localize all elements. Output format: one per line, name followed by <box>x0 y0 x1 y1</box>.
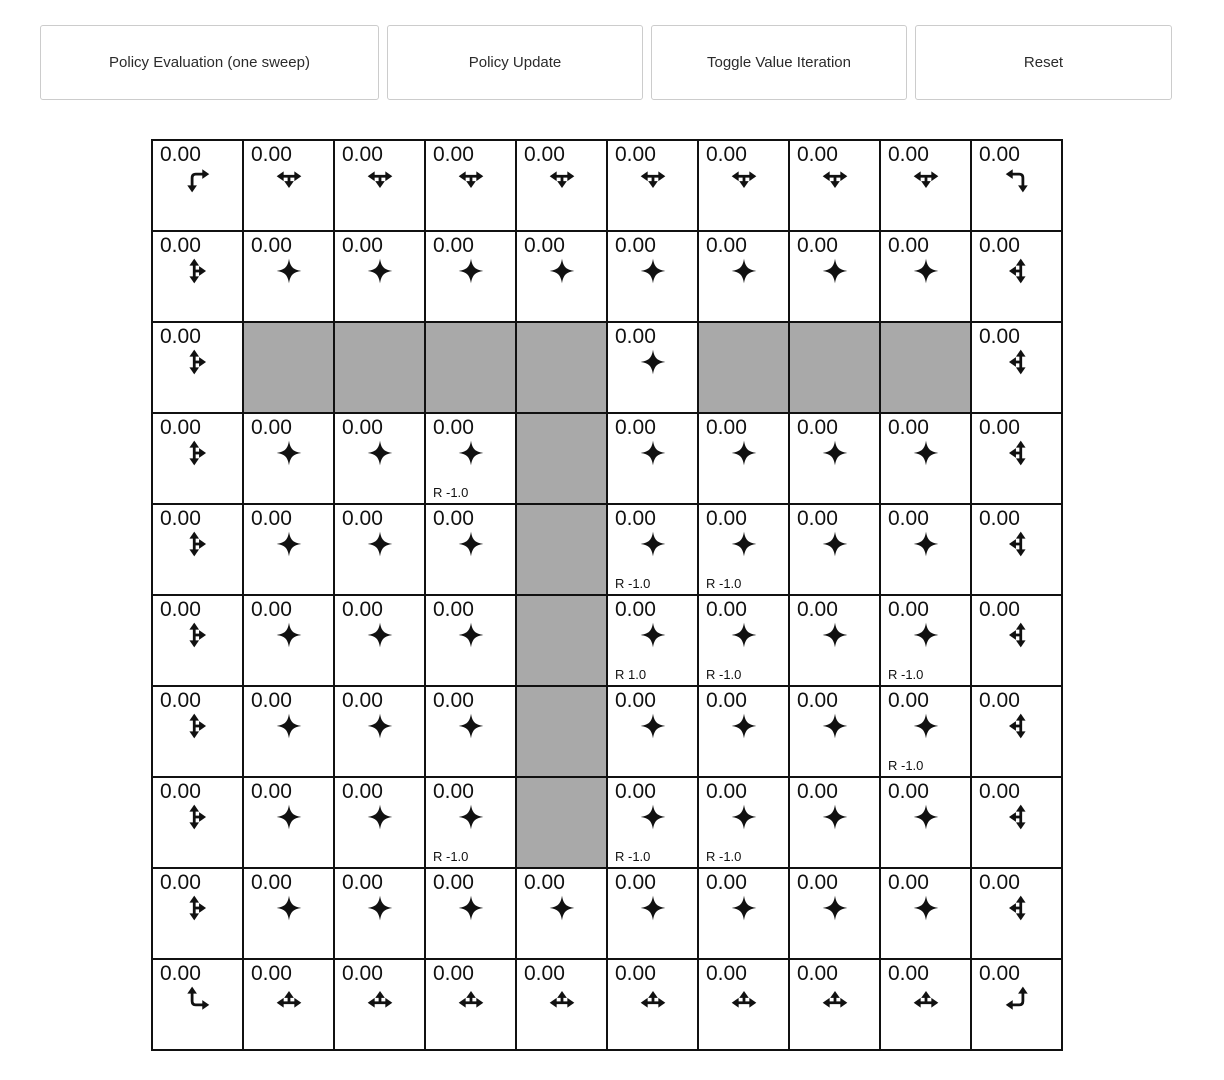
grid-cell-r0c2[interactable] <box>334 140 425 231</box>
state-value: 0.00 <box>433 689 474 712</box>
wall-cell-r2c2 <box>334 322 425 413</box>
policy-arrow-udlr-icon <box>365 893 395 928</box>
policy-arrow-udl-icon <box>1002 893 1032 928</box>
state-value: 0.00 <box>615 598 656 621</box>
state-value: 0.00 <box>615 416 656 439</box>
policy-arrow-udlr-icon <box>365 620 395 655</box>
policy-arrow-udlr-icon <box>274 438 304 473</box>
state-value: 0.00 <box>524 962 565 985</box>
policy-arrow-ulr-icon <box>274 984 304 1019</box>
state-value: 0.00 <box>433 780 474 803</box>
state-value: 0.00 <box>342 234 383 257</box>
grid-cell-r1c1[interactable] <box>243 231 334 322</box>
grid-cell-r3c7[interactable] <box>789 413 880 504</box>
state-value: 0.00 <box>251 234 292 257</box>
state-value: 0.00 <box>160 598 201 621</box>
reward-label: R -1.0 <box>615 576 651 591</box>
state-value: 0.00 <box>888 689 929 712</box>
policy-arrow-udr-icon <box>183 620 213 655</box>
policy-arrow-udlr-icon <box>456 802 486 837</box>
grid-cell-r7c0[interactable] <box>152 777 243 868</box>
policy-arrow-dlr-icon <box>911 165 941 200</box>
state-value: 0.00 <box>251 962 292 985</box>
state-value: 0.00 <box>797 871 838 894</box>
state-value: 0.00 <box>251 598 292 621</box>
policy-arrow-udlr-icon <box>456 256 486 291</box>
grid-cell-r8c1[interactable] <box>243 868 334 959</box>
policy-arrow-udlr-icon <box>274 711 304 746</box>
policy-update-button[interactable]: Policy Update <box>387 25 643 100</box>
grid-cell-r0c3[interactable] <box>425 140 516 231</box>
grid-cell-r2c5[interactable] <box>607 322 698 413</box>
policy-arrow-udr-icon <box>183 347 213 382</box>
grid-cell-r0c0[interactable] <box>152 140 243 231</box>
policy-arrow-udlr-icon <box>911 438 941 473</box>
wall-cell-r5c4 <box>516 595 607 686</box>
state-value: 0.00 <box>251 689 292 712</box>
policy-arrow-udlr-icon <box>365 529 395 564</box>
grid-cell-r3c5[interactable] <box>607 413 698 504</box>
grid-cell-r8c0[interactable] <box>152 868 243 959</box>
state-value: 0.00 <box>888 416 929 439</box>
policy-arrow-udlr-icon <box>729 620 759 655</box>
state-value: 0.00 <box>615 507 656 530</box>
policy-arrow-udlr-icon <box>274 802 304 837</box>
state-value: 0.00 <box>160 689 201 712</box>
policy-arrow-udlr-icon <box>729 529 759 564</box>
state-value: 0.00 <box>342 962 383 985</box>
grid-cell-r9c7[interactable] <box>789 959 880 1050</box>
state-value: 0.00 <box>797 507 838 530</box>
grid-cell-r1c5[interactable] <box>607 231 698 322</box>
policy-arrow-dlr-icon <box>729 165 759 200</box>
grid-cell-r3c8[interactable] <box>880 413 971 504</box>
state-value: 0.00 <box>888 598 929 621</box>
state-value: 0.00 <box>979 871 1020 894</box>
state-value: 0.00 <box>524 871 565 894</box>
policy-arrow-udlr-icon <box>547 893 577 928</box>
grid-cell-r4c3[interactable] <box>425 504 516 595</box>
grid-cell-r8c3[interactable] <box>425 868 516 959</box>
grid-cell-r9c4[interactable] <box>516 959 607 1050</box>
state-value: 0.00 <box>797 234 838 257</box>
policy-arrow-udlr-icon <box>911 802 941 837</box>
policy-arrow-udlr-icon <box>638 256 668 291</box>
state-value: 0.00 <box>160 780 201 803</box>
policy-arrow-dlr-icon <box>820 165 850 200</box>
grid-cell-r8c9[interactable] <box>971 868 1062 959</box>
policy-arrow-ulr-icon <box>638 984 668 1019</box>
grid-cell-r9c9[interactable] <box>971 959 1062 1050</box>
policy-arrow-udlr-icon <box>729 711 759 746</box>
state-value: 0.00 <box>615 780 656 803</box>
state-value: 0.00 <box>979 143 1020 166</box>
grid-cell-r5c8[interactable] <box>880 595 971 686</box>
state-value: 0.00 <box>979 962 1020 985</box>
grid-cell-r9c2[interactable] <box>334 959 425 1050</box>
policy-arrow-udlr-icon <box>638 711 668 746</box>
state-value: 0.00 <box>342 871 383 894</box>
wall-cell-r2c3 <box>425 322 516 413</box>
grid-cell-r2c0[interactable] <box>152 322 243 413</box>
grid-cell-r8c6[interactable] <box>698 868 789 959</box>
policy-arrow-udr-icon <box>183 529 213 564</box>
grid-cell-r8c2[interactable] <box>334 868 425 959</box>
state-value: 0.00 <box>342 416 383 439</box>
grid-cell-r5c0[interactable] <box>152 595 243 686</box>
state-value: 0.00 <box>706 689 747 712</box>
wall-cell-r6c4 <box>516 686 607 777</box>
state-value: 0.00 <box>342 598 383 621</box>
grid-cell-r0c6[interactable] <box>698 140 789 231</box>
policy-arrow-ul-icon <box>1002 984 1032 1019</box>
grid-cell-r3c9[interactable] <box>971 413 1062 504</box>
policy-arrow-udlr-icon <box>365 711 395 746</box>
state-value: 0.00 <box>979 234 1020 257</box>
policy-arrow-udl-icon <box>1002 529 1032 564</box>
policy-arrow-udlr-icon <box>729 893 759 928</box>
policy-arrow-udlr-icon <box>638 893 668 928</box>
grid-cell-r4c8[interactable] <box>880 504 971 595</box>
grid-cell-r9c5[interactable] <box>607 959 698 1050</box>
policy-arrow-udr-icon <box>183 893 213 928</box>
state-value: 0.00 <box>251 416 292 439</box>
grid-cell-r6c5[interactable] <box>607 686 698 777</box>
policy-arrow-udlr-icon <box>456 711 486 746</box>
reset-button[interactable]: Reset <box>915 25 1172 100</box>
grid-cell-r0c7[interactable] <box>789 140 880 231</box>
grid-cell-r8c7[interactable] <box>789 868 880 959</box>
grid-cell-r6c0[interactable] <box>152 686 243 777</box>
state-value: 0.00 <box>979 689 1020 712</box>
grid-cell-r1c7[interactable] <box>789 231 880 322</box>
policy-arrow-udlr-icon <box>547 256 577 291</box>
grid-cell-r4c2[interactable] <box>334 504 425 595</box>
wall-cell-r2c1 <box>243 322 334 413</box>
policy-arrow-dlr-icon <box>547 165 577 200</box>
grid-cell-r4c6[interactable] <box>698 504 789 595</box>
policy-arrow-udlr-icon <box>638 529 668 564</box>
policy-arrow-udlr-icon <box>456 529 486 564</box>
grid-cell-r5c7[interactable] <box>789 595 880 686</box>
grid-cell-r1c4[interactable] <box>516 231 607 322</box>
grid-cell-r7c1[interactable] <box>243 777 334 868</box>
wall-cell-r4c4 <box>516 504 607 595</box>
grid-cell-r4c0[interactable] <box>152 504 243 595</box>
grid-cell-r9c6[interactable] <box>698 959 789 1050</box>
state-value: 0.00 <box>433 598 474 621</box>
policy-arrow-ld-icon <box>1002 165 1032 200</box>
toolbar <box>40 25 1224 100</box>
policy-arrow-udlr-icon <box>820 529 850 564</box>
wall-cell-r2c6 <box>698 322 789 413</box>
policy-evaluation-button[interactable]: Policy Evaluation (one sweep) <box>40 25 379 100</box>
reward-label: R -1.0 <box>433 849 469 864</box>
policy-arrow-udlr-icon <box>820 893 850 928</box>
policy-arrow-udlr-icon <box>274 529 304 564</box>
state-value: 0.00 <box>251 780 292 803</box>
grid-cell-r2c9[interactable] <box>971 322 1062 413</box>
wall-cell-r7c4 <box>516 777 607 868</box>
policy-arrow-udlr-icon <box>456 620 486 655</box>
state-value: 0.00 <box>706 780 747 803</box>
grid-cell-r5c1[interactable] <box>243 595 334 686</box>
grid-cell-r1c6[interactable] <box>698 231 789 322</box>
state-value: 0.00 <box>706 143 747 166</box>
state-value: 0.00 <box>615 689 656 712</box>
policy-arrow-udlr-icon <box>820 620 850 655</box>
policy-arrow-udlr-icon <box>820 256 850 291</box>
policy-arrow-udl-icon <box>1002 438 1032 473</box>
grid-cell-r1c3[interactable] <box>425 231 516 322</box>
grid-cell-r7c6[interactable] <box>698 777 789 868</box>
policy-arrow-udr-icon <box>183 711 213 746</box>
reward-label: R 1.0 <box>615 667 647 682</box>
wall-cell-r2c7 <box>789 322 880 413</box>
policy-arrow-udlr-icon <box>274 256 304 291</box>
policy-arrow-dlr-icon <box>274 165 304 200</box>
policy-arrow-ur-icon <box>183 984 213 1019</box>
state-value: 0.00 <box>433 962 474 985</box>
wall-cell-r3c4 <box>516 413 607 504</box>
policy-arrow-udlr-icon <box>456 893 486 928</box>
state-value: 0.00 <box>251 143 292 166</box>
state-value: 0.00 <box>979 416 1020 439</box>
grid-cell-r9c1[interactable] <box>243 959 334 1050</box>
policy-arrow-udlr-icon <box>365 802 395 837</box>
policy-arrow-ulr-icon <box>911 984 941 1019</box>
policy-arrow-ulr-icon <box>729 984 759 1019</box>
grid-cell-r5c2[interactable] <box>334 595 425 686</box>
toggle-value-iteration-button[interactable]: Toggle Value Iteration <box>651 25 907 100</box>
state-value: 0.00 <box>706 416 747 439</box>
policy-arrow-dlr-icon <box>456 165 486 200</box>
grid-cell-r4c7[interactable] <box>789 504 880 595</box>
state-value: 0.00 <box>251 871 292 894</box>
policy-arrow-udlr-icon <box>274 893 304 928</box>
grid-cell-r9c0[interactable] <box>152 959 243 1050</box>
grid-cell-r6c1[interactable] <box>243 686 334 777</box>
grid-cell-r7c9[interactable] <box>971 777 1062 868</box>
grid-cell-r4c9[interactable] <box>971 504 1062 595</box>
grid-cell-r3c6[interactable] <box>698 413 789 504</box>
grid-cell-r0c8[interactable] <box>880 140 971 231</box>
state-value: 0.00 <box>615 871 656 894</box>
grid-cell-r5c9[interactable] <box>971 595 1062 686</box>
state-value: 0.00 <box>888 143 929 166</box>
state-value: 0.00 <box>160 962 201 985</box>
grid-cell-r6c3[interactable] <box>425 686 516 777</box>
state-value: 0.00 <box>524 234 565 257</box>
policy-arrow-udlr-icon <box>729 256 759 291</box>
policy-arrow-udlr-icon <box>638 347 668 382</box>
grid-cell-r5c5[interactable] <box>607 595 698 686</box>
policy-arrow-udlr-icon <box>365 438 395 473</box>
grid-cell-r4c1[interactable] <box>243 504 334 595</box>
grid-cell-r3c2[interactable] <box>334 413 425 504</box>
grid-cell-r8c8[interactable] <box>880 868 971 959</box>
state-value: 0.00 <box>160 143 201 166</box>
state-value: 0.00 <box>615 234 656 257</box>
state-value: 0.00 <box>251 507 292 530</box>
grid-cell-r7c7[interactable] <box>789 777 880 868</box>
grid-cell-r5c6[interactable] <box>698 595 789 686</box>
policy-arrow-udlr-icon <box>729 802 759 837</box>
policy-arrow-udl-icon <box>1002 256 1032 291</box>
state-value: 0.00 <box>433 416 474 439</box>
state-value: 0.00 <box>888 780 929 803</box>
grid-cell-r6c2[interactable] <box>334 686 425 777</box>
policy-arrow-udlr-icon <box>729 438 759 473</box>
policy-arrow-ulr-icon <box>547 984 577 1019</box>
state-value: 0.00 <box>888 962 929 985</box>
policy-arrow-udl-icon <box>1002 620 1032 655</box>
reward-label: R -1.0 <box>888 758 924 773</box>
state-value: 0.00 <box>979 598 1020 621</box>
state-value: 0.00 <box>797 962 838 985</box>
grid-cell-r6c9[interactable] <box>971 686 1062 777</box>
state-value: 0.00 <box>797 598 838 621</box>
state-value: 0.00 <box>979 780 1020 803</box>
policy-arrow-udlr-icon <box>911 256 941 291</box>
grid-cell-r9c8[interactable] <box>880 959 971 1050</box>
grid-cell-r7c3[interactable] <box>425 777 516 868</box>
grid-cell-r7c8[interactable] <box>880 777 971 868</box>
state-value: 0.00 <box>888 507 929 530</box>
state-value: 0.00 <box>160 416 201 439</box>
state-value: 0.00 <box>342 780 383 803</box>
policy-arrow-udlr-icon <box>274 620 304 655</box>
policy-arrow-udl-icon <box>1002 347 1032 382</box>
state-value: 0.00 <box>797 143 838 166</box>
grid-cell-r0c1[interactable] <box>243 140 334 231</box>
policy-arrow-udlr-icon <box>820 802 850 837</box>
policy-arrow-udlr-icon <box>638 438 668 473</box>
policy-arrow-udlr-icon <box>911 893 941 928</box>
state-value: 0.00 <box>615 143 656 166</box>
policy-arrow-rd-icon <box>183 165 213 200</box>
state-value: 0.00 <box>615 962 656 985</box>
state-value: 0.00 <box>342 689 383 712</box>
state-value: 0.00 <box>888 234 929 257</box>
grid-cell-r1c8[interactable] <box>880 231 971 322</box>
policy-arrow-udlr-icon <box>638 802 668 837</box>
policy-arrow-udlr-icon <box>911 711 941 746</box>
state-value: 0.00 <box>706 598 747 621</box>
state-value: 0.00 <box>524 143 565 166</box>
state-value: 0.00 <box>706 507 747 530</box>
state-value: 0.00 <box>433 143 474 166</box>
grid-cell-r0c9[interactable] <box>971 140 1062 231</box>
state-value: 0.00 <box>433 234 474 257</box>
state-value: 0.00 <box>160 325 201 348</box>
grid-cell-r6c6[interactable] <box>698 686 789 777</box>
state-value: 0.00 <box>706 962 747 985</box>
state-value: 0.00 <box>888 871 929 894</box>
grid-cell-r6c8[interactable] <box>880 686 971 777</box>
grid-cell-r0c4[interactable] <box>516 140 607 231</box>
grid-cell-r1c0[interactable] <box>152 231 243 322</box>
wall-cell-r2c8 <box>880 322 971 413</box>
state-value: 0.00 <box>433 871 474 894</box>
policy-arrow-udl-icon <box>1002 711 1032 746</box>
state-value: 0.00 <box>979 325 1020 348</box>
policy-arrow-udlr-icon <box>820 438 850 473</box>
state-value: 0.00 <box>433 507 474 530</box>
grid-cell-r6c7[interactable] <box>789 686 880 777</box>
state-value: 0.00 <box>160 234 201 257</box>
grid-cell-r3c0[interactable] <box>152 413 243 504</box>
wall-cell-r2c4 <box>516 322 607 413</box>
policy-arrow-ulr-icon <box>365 984 395 1019</box>
policy-arrow-udlr-icon <box>365 256 395 291</box>
state-value: 0.00 <box>979 507 1020 530</box>
reward-label: R -1.0 <box>706 576 742 591</box>
grid-cell-r3c1[interactable] <box>243 413 334 504</box>
state-value: 0.00 <box>797 689 838 712</box>
reward-label: R -1.0 <box>706 667 742 682</box>
reward-label: R -1.0 <box>433 485 469 500</box>
policy-arrow-udl-icon <box>1002 802 1032 837</box>
policy-arrow-udr-icon <box>183 256 213 291</box>
grid-cell-r0c5[interactable] <box>607 140 698 231</box>
reward-label: R -1.0 <box>615 849 651 864</box>
grid-cell-r7c5[interactable] <box>607 777 698 868</box>
grid-cell-r7c2[interactable] <box>334 777 425 868</box>
policy-arrow-udr-icon <box>183 438 213 473</box>
policy-arrow-dlr-icon <box>638 165 668 200</box>
grid-cell-r4c5[interactable] <box>607 504 698 595</box>
state-value: 0.00 <box>706 234 747 257</box>
state-value: 0.00 <box>706 871 747 894</box>
state-value: 0.00 <box>797 416 838 439</box>
gridworld-grid <box>151 139 1063 1051</box>
policy-arrow-udlr-icon <box>456 438 486 473</box>
policy-arrow-dlr-icon <box>365 165 395 200</box>
grid-cell-r9c3[interactable] <box>425 959 516 1050</box>
state-value: 0.00 <box>342 143 383 166</box>
grid-cell-r1c2[interactable] <box>334 231 425 322</box>
state-value: 0.00 <box>342 507 383 530</box>
state-value: 0.00 <box>797 780 838 803</box>
policy-arrow-ulr-icon <box>456 984 486 1019</box>
policy-arrow-udlr-icon <box>638 620 668 655</box>
reward-label: R -1.0 <box>706 849 742 864</box>
policy-arrow-udlr-icon <box>911 529 941 564</box>
state-value: 0.00 <box>160 871 201 894</box>
policy-arrow-ulr-icon <box>820 984 850 1019</box>
policy-arrow-udr-icon <box>183 802 213 837</box>
state-value: 0.00 <box>160 507 201 530</box>
policy-arrow-udlr-icon <box>911 620 941 655</box>
grid-cell-r1c9[interactable] <box>971 231 1062 322</box>
state-value: 0.00 <box>615 325 656 348</box>
grid-cell-r8c5[interactable] <box>607 868 698 959</box>
grid-cell-r8c4[interactable] <box>516 868 607 959</box>
grid-cell-r3c3[interactable] <box>425 413 516 504</box>
reward-label: R -1.0 <box>888 667 924 682</box>
grid-cell-r5c3[interactable] <box>425 595 516 686</box>
policy-arrow-udlr-icon <box>820 711 850 746</box>
